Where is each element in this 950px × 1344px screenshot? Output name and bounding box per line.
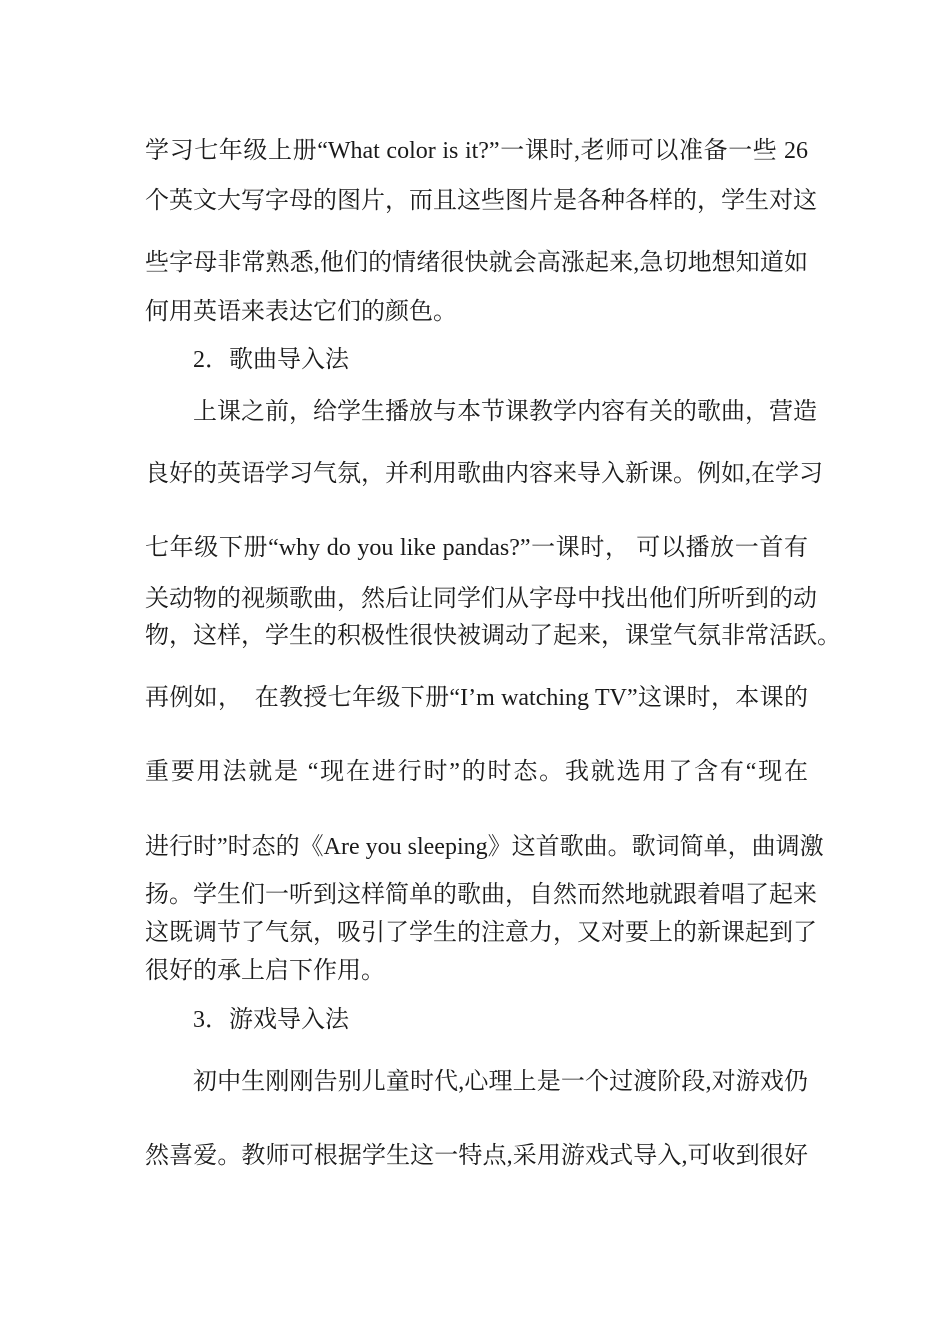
text-line: 个英文大写字母的图片，而且这些图片是各种各样的，学生对这 — [145, 188, 817, 214]
text-line: 上课之前，给学生播放与本节课教学内容有关的歌曲，营造 — [193, 399, 817, 425]
text-line: 进行时”时态的《Are you sleeping》这首歌曲。歌词简单，曲调激 — [145, 834, 824, 860]
text-line: 初中生刚刚告别儿童时代,心理上是一个过渡阶段,对游戏仍 — [193, 1069, 808, 1095]
text-line: 些字母非常熟悉,他们的情绪很快就会高涨起来,急切地想知道如 — [145, 250, 808, 276]
text-line: 再例如， 在教授七年级下册“I’m watching TV”这课时，本课的 — [145, 685, 808, 711]
text-line: 重要用法就是 “现在进行时”的时态。我就选用了含有“现在 — [145, 759, 808, 785]
text-line: 很好的承上启下作用。 — [145, 958, 385, 984]
text-line: 扬。学生们一听到这样简单的歌曲，自然而然地就跟着唱了起来 — [145, 882, 817, 908]
text-line: 这既调节了气氛，吸引了学生的注意力，又对要上的新课起到了 — [145, 920, 817, 946]
text-line: 物，这样，学生的积极性很快被调动了起来，课堂气氛非常活跃。 — [145, 623, 841, 649]
section-heading: 2．歌曲导入法 — [193, 347, 349, 373]
text-line: 然喜爱。教师可根据学生这一特点,采用游戏式导入,可收到很好 — [145, 1143, 808, 1169]
text-line: 关动物的视频歌曲，然后让同学们从字母中找出他们所听到的动 — [145, 586, 817, 612]
text-line: 学习七年级上册“What color is it?”一课时,老师可以准备一些 26 — [145, 138, 808, 164]
section-heading: 3．游戏导入法 — [193, 1007, 349, 1033]
text-line: 七年级下册“why do you like pandas?”一课时， 可以播放一首有 — [145, 535, 808, 561]
text-line: 良好的英语学习气氛，并利用歌曲内容来导入新课。例如,在学习 — [145, 461, 823, 487]
text-line: 何用英语来表达它们的颜色。 — [145, 299, 457, 325]
